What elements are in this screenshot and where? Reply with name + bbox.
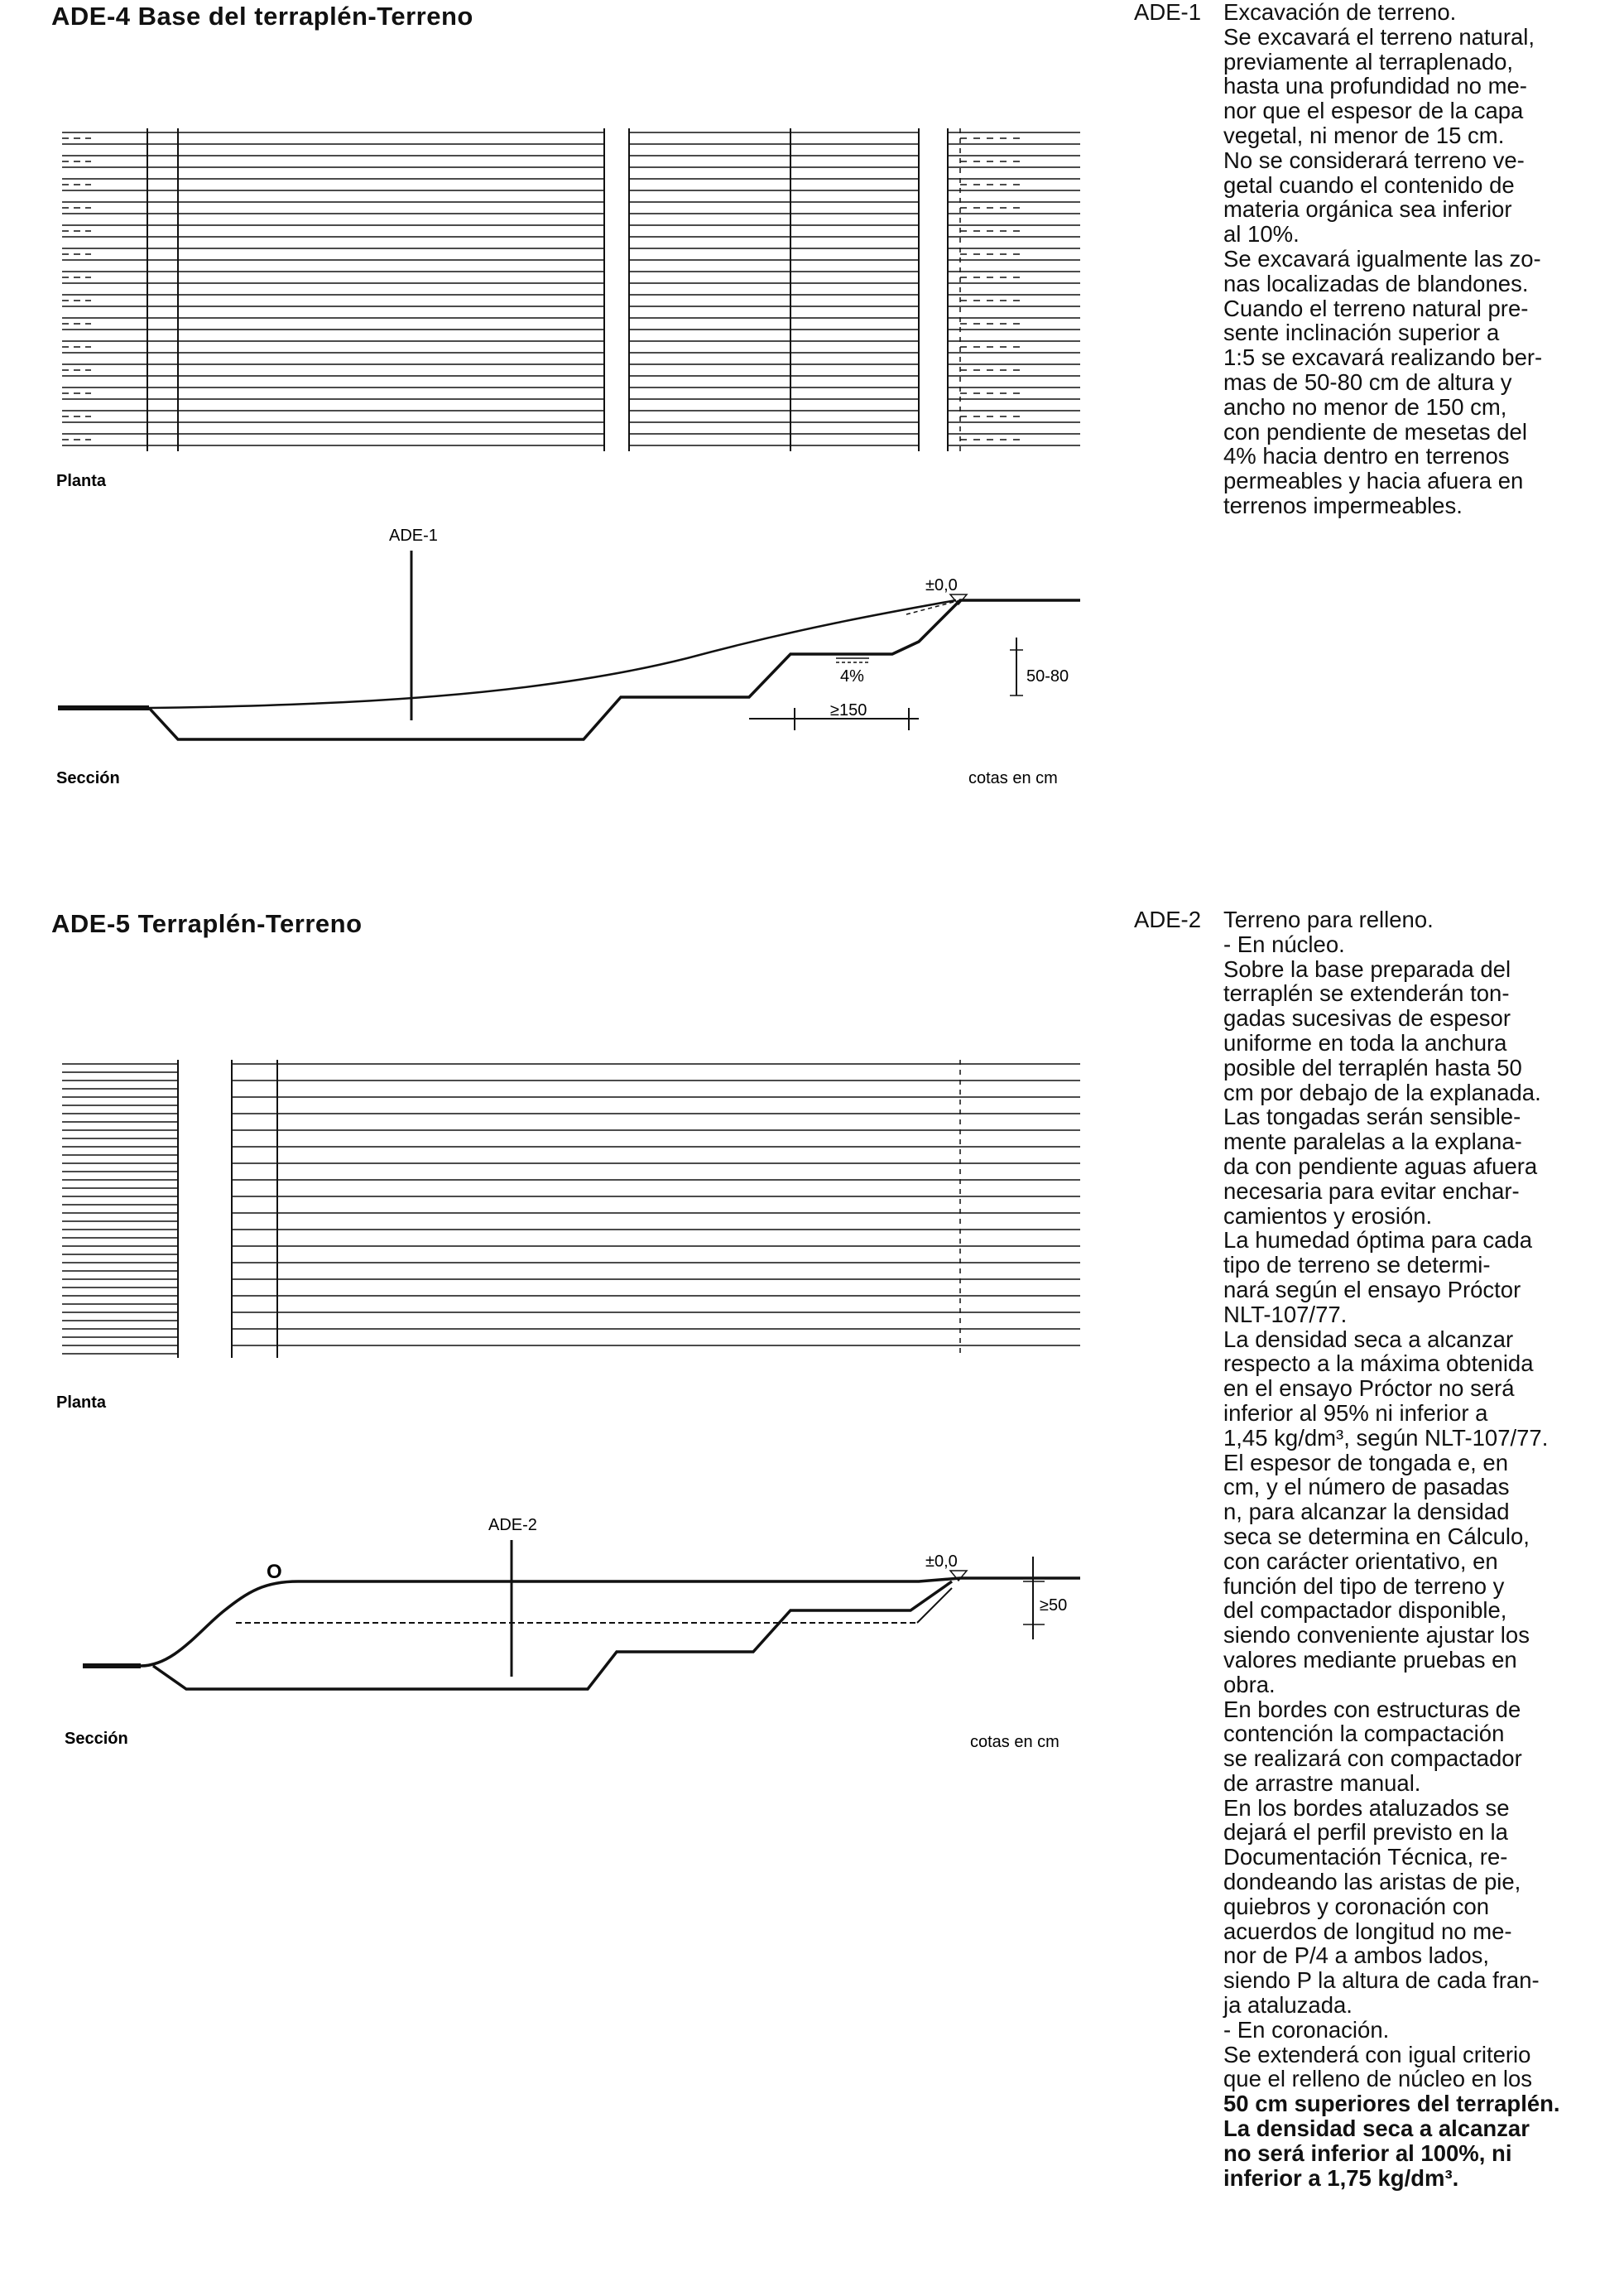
spec-line: Se excavará el terreno natural, (1223, 23, 1535, 50)
spec-line: Documentación Técnica, re- (1223, 1844, 1508, 1870)
spec-line: se realizará con compactador (1223, 1745, 1522, 1772)
spec-line: 50 cm superiores del terraplén. (1223, 2091, 1560, 2117)
figure-title-ade-4: ADE-4 Base del terraplén-Terreno (51, 2, 473, 31)
section-ade-4 (58, 600, 1080, 739)
spec-line: nas localizadas de blandones. (1223, 270, 1529, 296)
spec-line: previamente al terraplenado, (1223, 48, 1514, 75)
spec-line: n, para alcanzar la densidad (1223, 1499, 1510, 1525)
spec-line: materia orgánica sea inferior (1223, 196, 1512, 223)
spec-line: 4% hacia dentro en terrenos (1223, 443, 1510, 469)
spec-line: Cuando el terreno natural pre- (1223, 295, 1529, 321)
spec-line: seca se determina en Cálculo, (1223, 1523, 1530, 1549)
spec-line: posible del terraplén hasta 50 (1223, 1054, 1522, 1081)
spec-line: siendo P la altura de cada fran- (1223, 1967, 1540, 1994)
spec-line: En bordes con estructuras de (1223, 1696, 1521, 1722)
spec-line: que el relleno de núcleo en los (1223, 2066, 1533, 2092)
spec-line: cm por debajo de la explanada. (1223, 1079, 1541, 1105)
spec-line: uniforme en toda la anchura (1223, 1029, 1507, 1056)
section-ade-5 (83, 1578, 1080, 1689)
spec-line: función del tipo de terreno y (1223, 1572, 1505, 1599)
spec-line: con pendiente de mesetas del (1223, 418, 1527, 445)
spec-line: da con pendiente aguas afuera (1223, 1153, 1538, 1179)
spec-line: nará según el ensayo Próctor (1223, 1276, 1521, 1302)
spec-line: ancho no menor de 150 cm, (1223, 393, 1507, 420)
spec-line: siendo conveniente ajustar los (1223, 1622, 1530, 1648)
width-label: ≥150 (830, 701, 867, 720)
spec-line: La densidad seca a alcanzar (1223, 2115, 1530, 2142)
spec-line: necesaria para evitar enchar- (1223, 1177, 1520, 1204)
spec-line: getal cuando el contenido de (1223, 171, 1515, 198)
section-tag: ADE-2 (488, 1516, 537, 1534)
spec-line: hasta una profundidad no me- (1223, 73, 1527, 99)
slope-label: 4% (840, 667, 864, 686)
spec-body (1223, 0, 1542, 518)
spec-line: tipo de terreno se determi- (1223, 1252, 1491, 1278)
figure-ade-5 (0, 911, 1109, 1751)
spec-line: inferior a 1,75 kg/dm³. (1223, 2164, 1459, 2191)
spec-line: cm, y el número de pasadas (1223, 1474, 1510, 1500)
spec-line: mas de 50-80 cm de altura y (1223, 368, 1512, 395)
spec-line: dondeando las aristas de pie, (1223, 1869, 1521, 1895)
spec-line: dejará el perfil previsto en la (1223, 1819, 1508, 1846)
spec-line: en el ensayo Próctor no será (1223, 1375, 1515, 1402)
spec-code: ADE-2 (1134, 907, 1201, 932)
figure-ade-5-drawing (0, 911, 1109, 1751)
spec-line: mente paralelas a la explana- (1223, 1129, 1522, 1155)
height-label: 50-80 (1026, 667, 1069, 686)
figure-title-ade-5: ADE-5 Terraplén-Terreno (51, 909, 363, 938)
corner-mark: O (267, 1561, 282, 1583)
level-label: ±0,0 (925, 576, 958, 594)
spec-line: - En coronación. (1223, 2016, 1390, 2043)
section-tag: ADE-1 (389, 527, 438, 545)
spec-line: valores mediante pruebas en (1223, 1646, 1517, 1673)
section-label: Sección (56, 769, 120, 787)
spec-line: nor de P/4 a ambos lados, (1223, 1942, 1490, 1969)
spec-line: Terreno para relleno. (1223, 907, 1434, 932)
spec-code: ADE-1 (1134, 0, 1201, 25)
spec-line: terraplén se extenderán ton- (1223, 980, 1510, 1007)
spec-line: del compactador disponible, (1223, 1597, 1507, 1624)
spec-line: respecto a la máxima obtenida (1223, 1350, 1534, 1377)
spec-line: gadas sucesivas de espesor (1223, 1005, 1511, 1032)
plan-ade-5 (62, 1060, 1080, 1358)
spec-line: No se considerará terreno ve- (1223, 147, 1525, 173)
spec-line: contención la compactación (1223, 1721, 1505, 1747)
spec-line: - En núcleo. (1223, 931, 1345, 957)
spec-line: permeables y hacia afuera en (1223, 468, 1524, 494)
plan-ade-4 (62, 128, 1080, 451)
units-note: cotas en cm (968, 769, 1058, 787)
spec-line: terrenos impermeables. (1223, 492, 1463, 518)
spec-line: Se extenderá con igual criterio (1223, 2041, 1531, 2067)
spec-line: Se excavará igualmente las zo- (1223, 245, 1541, 272)
spec-line: nor que el espesor de la capa (1223, 98, 1524, 124)
spec-line: ja ataluzada. (1223, 1992, 1353, 2019)
spec-line: Sobre la base preparada del (1223, 955, 1511, 982)
level-label: ±0,0 (925, 1552, 958, 1571)
spec-line: 1:5 se excavará realizando ber- (1223, 344, 1543, 371)
plan-label: Planta (56, 472, 107, 490)
figure-ade-4 (0, 0, 1109, 795)
height-label: ≥50 (1040, 1596, 1068, 1615)
spec-line: de arrastre manual. (1223, 1769, 1421, 1796)
spec-line: sente inclinación superior a (1223, 320, 1500, 346)
spec-line: inferior al 95% ni inferior a (1223, 1399, 1488, 1426)
spec-line: Excavación de terreno. (1223, 0, 1457, 25)
spec-line: La densidad seca a alcanzar (1223, 1326, 1514, 1352)
spec-line: con carácter orientativo, en (1223, 1547, 1498, 1574)
spec-line: En los bordes ataluzados se (1223, 1794, 1510, 1821)
spec-line: quiebros y coronación con (1223, 1893, 1490, 1919)
spec-line: vegetal, ni menor de 15 cm. (1223, 122, 1505, 148)
spec-body (1223, 907, 1560, 2190)
spec-line: no será inferior al 100%, ni (1223, 2139, 1512, 2166)
spec-line: al 10%. (1223, 221, 1300, 248)
spec-line: obra. (1223, 1671, 1276, 1697)
spec-line: camientos y erosión. (1223, 1202, 1433, 1229)
spec-line: acuerdos de longitud no me- (1223, 1918, 1512, 1944)
figure-ade-4-drawing (0, 0, 1109, 795)
spec-line: La humedad óptima para cada (1223, 1227, 1533, 1254)
spec-line: Las tongadas serán sensible- (1223, 1104, 1521, 1130)
units-note: cotas en cm (970, 1733, 1059, 1751)
section-label: Sección (65, 1730, 128, 1748)
spec-line: El espesor de tongada e, en (1223, 1449, 1509, 1475)
spec-line: 1,45 kg/dm³, según NLT-107/77. (1223, 1424, 1549, 1451)
spec-line: NLT-107/77. (1223, 1301, 1348, 1327)
plan-label: Planta (56, 1393, 107, 1412)
